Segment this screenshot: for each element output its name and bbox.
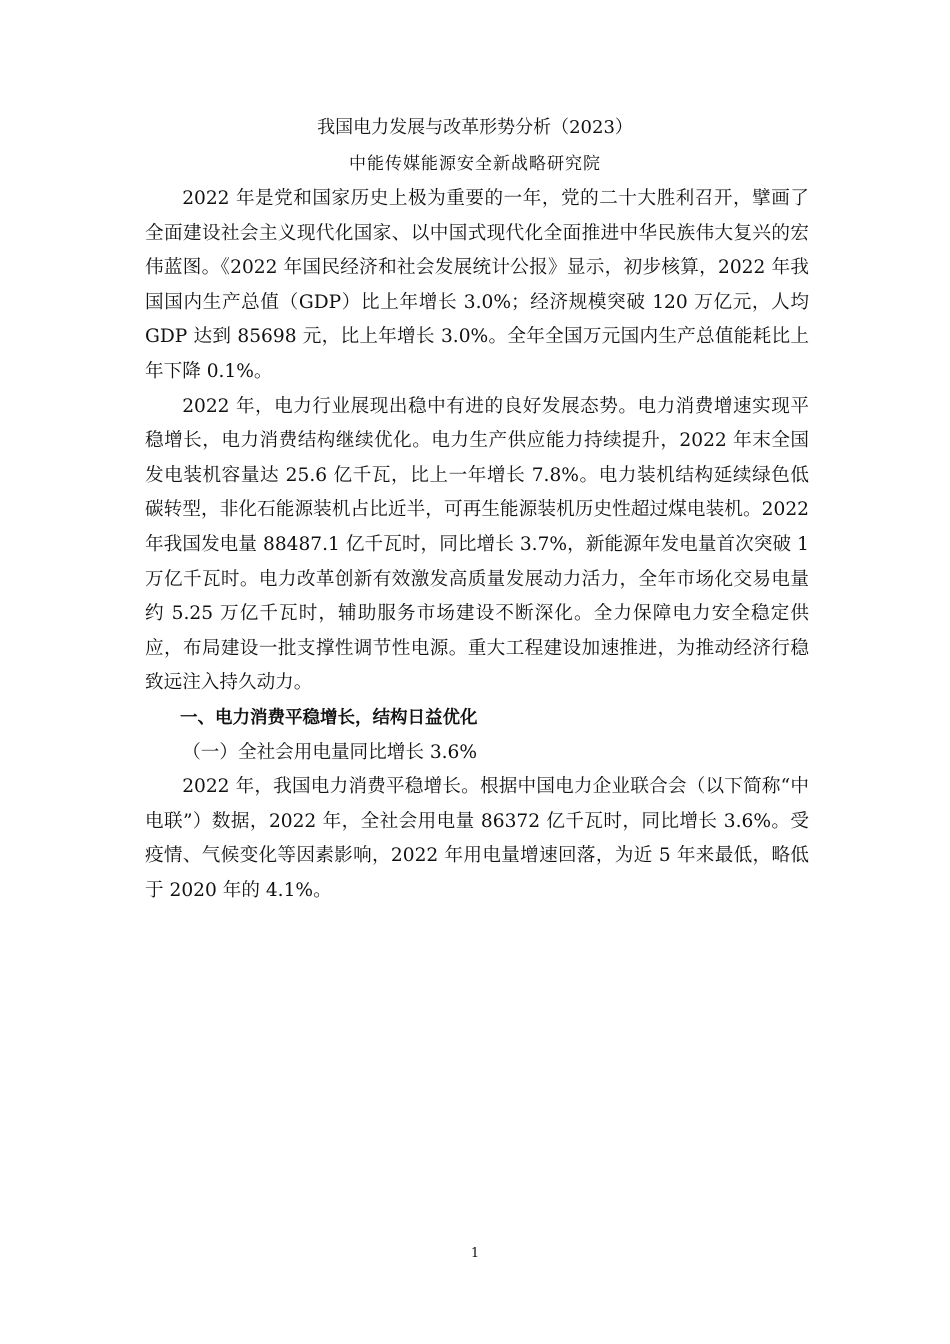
intro-paragraph-2: 2022 年，电力行业展现出稳中有进的良好发展态势。电力消费增速实现平稳增长，电力消费结构继续优化。电力生产供应能力持续提升，2022 年末全国发电装机容量达 25.6 亿千瓦，比上一年增长 7.8%。电力装机结构延续绿色低碳转型，非化石能源装机占比近半，可再生能源装机历史性超过煤电装机。2022 年我国发电量 88487.1 亿千瓦时，同比增长 3.7%，新能源年发电量首次突破 1 万亿千瓦时。电力改革创新有效激发高质量发展动力活力，全年市场化交易电量约 5.25 万亿千瓦时，辅助服务市场建设不断深化。全力保障电力安全稳定供应，布局建设一批支撑性调节性电源。重大工程建设加速推进，为推动经济行稳致远注入持久动力。: [145, 395, 809, 694]
section-paragraph: 2022 年，我国电力消费平稳增长。根据中国电力企业联合会（以下简称“中电联”）数据，2022 年，全社会用电量 86372 亿千瓦时，同比增长 3.6%。受疫情、气候变化等因素影响，2022 年用电量增速回落，为近 5 年来最低，略低于 2020 年的 4.1%。: [145, 776, 809, 901]
document-title: 我国电力发展与改革形势分析（2023）: [317, 117, 633, 138]
document-body: [145, 182, 809, 908]
document-author: 中能传媒能源安全新战略研究院: [349, 154, 601, 174]
intro-paragraph-1: 2022 年是党和国家历史上极为重要的一年，党的二十大胜利召开，擘画了全面建设社会主义现代化国家、以中国式现代化全面推进中华民族伟大复兴的宏伟蓝图。《2022 年国民经济和社会发展统计公报》显示，初步核算，2022 年我国国内生产总值（GDP）比上年增长 3.0%；经济规模突破 120 万亿元，人均 GDP 达到 85698 元，比上年增长 3.0%。全年全国万元国内生产总值能耗比上年下降 0.1%。: [145, 188, 809, 382]
section-heading: 一、电力消费平稳增长，结构日益优化: [180, 707, 478, 728]
page-number: 1: [470, 1246, 480, 1261]
subsection-heading: （一）全社会用电量同比增长 3.6%: [182, 741, 478, 763]
